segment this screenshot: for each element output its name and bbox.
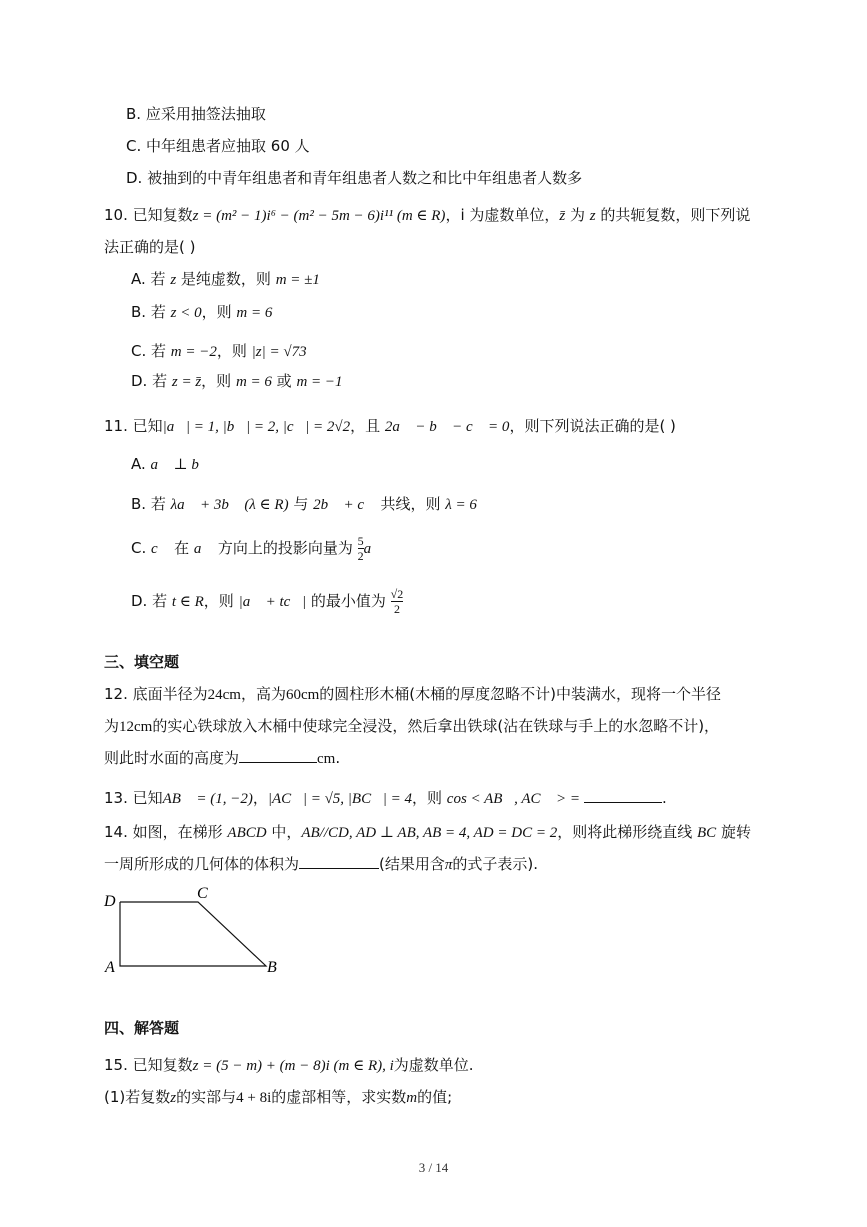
math: 4 + 8i xyxy=(236,1090,272,1106)
math: |z| = √73 xyxy=(251,344,307,360)
q12-text: 则此时水面的高度为 xyxy=(104,749,240,767)
q15-text: 的值; xyxy=(417,1088,453,1106)
q10-text: 为 xyxy=(565,206,590,224)
q10-stem xyxy=(104,205,750,226)
math: m = −1 xyxy=(296,374,343,390)
q12-text: . xyxy=(335,749,341,767)
q9-option-b: B. 应采用抽签法抽取 xyxy=(126,105,266,123)
q13-text: 13. 已知 xyxy=(104,789,163,807)
q15-text: (1)若复数 xyxy=(104,1088,171,1106)
math: 12cm xyxy=(119,719,153,735)
q12-line2 xyxy=(104,716,719,737)
option-text: 与 xyxy=(288,495,314,513)
math: a⃗ ⊥ b⃗ xyxy=(150,457,211,473)
math: z xyxy=(170,272,177,288)
q10-option-a xyxy=(131,269,320,290)
option-label: C. 若 xyxy=(131,342,171,360)
q10-text: ，i 为虚数单位， xyxy=(445,206,560,224)
q10-formula: z = (m² − 1)i⁶ − (m² − 5m − 6)i¹¹ (m ∈ R) xyxy=(192,208,446,224)
math: m = ±1 xyxy=(275,272,320,288)
q13-text: . xyxy=(661,789,667,807)
math: z < 0 xyxy=(170,305,202,321)
numerator: √2 xyxy=(390,587,404,601)
q14-line1 xyxy=(104,822,751,843)
option-text: ，则 xyxy=(216,342,252,360)
q15-part1 xyxy=(104,1087,452,1108)
math: 2a⃗ − b⃗ − c⃗ = 0 xyxy=(384,419,510,435)
option-text: ，则 xyxy=(203,592,239,610)
q11-option-b xyxy=(131,494,477,515)
q12-line3 xyxy=(104,748,340,769)
math: BC xyxy=(697,825,717,841)
denominator: 2 xyxy=(393,602,400,616)
math: m = −2 xyxy=(170,344,217,360)
q15-stem xyxy=(104,1055,474,1076)
option-label: D. 若 xyxy=(131,592,172,610)
q12-line1 xyxy=(104,684,721,705)
q11-option-c xyxy=(131,530,383,567)
q11-option-a xyxy=(131,454,211,475)
option-text: 方向上的投影向量为 xyxy=(213,539,358,557)
q11-stem xyxy=(104,416,676,437)
page-number: 3 / 14 xyxy=(418,1160,449,1175)
option-text: ，则 xyxy=(201,372,236,390)
denominator: 2 xyxy=(357,549,364,563)
q12-text: 12. 底面半径为 xyxy=(104,685,208,703)
q11-option-d xyxy=(131,583,403,620)
q10-stem-line2: 法正确的是( ) xyxy=(104,238,196,256)
math: |a⃗ + tc⃗| xyxy=(238,594,307,610)
q9-option-d: D. 被抽到的中青年组患者和青年组患者人数之和比中年组患者人数多 xyxy=(126,169,583,187)
math: a⃗ xyxy=(193,541,214,557)
q15-text: 为虚数单位. xyxy=(393,1056,474,1074)
section-heading-fill-in: 三、填空题 xyxy=(104,653,180,671)
answer-blank[interactable] xyxy=(239,748,317,763)
option-text: 共线，则 xyxy=(375,495,446,513)
option-text: 的最小值为 xyxy=(306,592,391,610)
option-text: 是纯虚数，则 xyxy=(176,270,276,288)
trapezoid-figure xyxy=(100,884,290,976)
math: AB//CD, AD ⊥ AB, AB = 4, AD = DC = 2 xyxy=(301,825,558,841)
trapezoid-outline xyxy=(120,902,266,966)
q14-text: 旋转 xyxy=(716,823,751,841)
q14-text: ，则将此梯形绕直线 xyxy=(557,823,698,841)
math: |AC⃗| = √5, |BC⃗| = 4 xyxy=(267,791,413,807)
vertex-label-c: C xyxy=(197,885,208,902)
q14-text: 一周所形成的几何体的体积为 xyxy=(104,855,300,873)
answer-blank[interactable] xyxy=(584,788,662,803)
math: z xyxy=(170,1090,177,1106)
q14-text: 的式子表示). xyxy=(452,855,539,873)
math: λ = 6 xyxy=(445,497,477,513)
section-heading-answer: 四、解答题 xyxy=(104,1019,180,1037)
vertex-label-a: A xyxy=(105,959,115,976)
math: 24cm xyxy=(207,687,241,703)
option-label: D. 若 xyxy=(131,372,172,390)
q10-number: 10. 已知复数 xyxy=(104,206,193,224)
math: ABCD xyxy=(227,825,267,841)
math: z = z̄ xyxy=(171,374,202,390)
option-label: B. 若 xyxy=(131,303,171,321)
option-text: ，则 xyxy=(201,303,237,321)
option-label: A. xyxy=(131,455,151,473)
q10-text: 的共轭复数，则下列说 xyxy=(595,206,751,224)
q15-text: 的虚部相等，求实数 xyxy=(271,1088,407,1106)
q10-zbar: z̄ xyxy=(559,208,566,224)
math: m = 6 xyxy=(236,305,273,321)
option-label: C. xyxy=(131,539,152,557)
q11-text: ，且 xyxy=(350,417,385,435)
math: m = 6 xyxy=(235,374,272,390)
math: z = (5 − m) + (m − 8)i (m ∈ R), i xyxy=(192,1058,394,1074)
option-label: B. 若 xyxy=(131,495,171,513)
math: π xyxy=(444,857,453,873)
math: t ∈ R xyxy=(171,594,204,610)
fraction xyxy=(391,587,404,616)
q11-text: ，则下列说法正确的是( ) xyxy=(509,417,676,435)
q15-text: 的实部与 xyxy=(176,1088,237,1106)
q10-option-b xyxy=(131,302,272,323)
answer-blank[interactable] xyxy=(299,854,379,869)
vertex-label-d: D xyxy=(104,893,116,910)
math: |a⃗| = 1, |b⃗| = 2, |c⃗| = 2√2 xyxy=(162,419,351,435)
math: m xyxy=(406,1090,418,1106)
math: c⃗ xyxy=(151,541,170,557)
q10-option-d xyxy=(131,371,343,392)
math: AB⃗ = (1, −2) xyxy=(162,791,253,807)
math: 60cm xyxy=(285,687,320,703)
q13-stem: 13. 已知AB⃗ = (1, −2)，|AC⃗| = √5, |BC⃗| = 4，则 cos < AB⃗, AC⃗ > = . xyxy=(104,789,667,807)
numerator: 5 xyxy=(357,534,364,548)
unit: cm xyxy=(317,751,336,767)
q10-option-c xyxy=(131,341,307,362)
option-label: A. 若 xyxy=(131,270,171,288)
option-text: 或 xyxy=(271,372,297,390)
q12-text: 为 xyxy=(104,717,120,735)
q12-text: ，高为 xyxy=(240,685,286,703)
q13-text: ，则 xyxy=(412,789,447,807)
q14-text: 中， xyxy=(266,823,302,841)
q9-option-c: C. 中年组患者应抽取 60 人 xyxy=(126,137,310,155)
q15-text: 15. 已知复数 xyxy=(104,1056,193,1074)
math: a⃗ xyxy=(363,541,383,557)
q12-text: 的实心铁球放入木桶中使球完全浸没，然后拿出铁球(沾在铁球与手上的水忽略不计)， xyxy=(152,717,720,735)
q14-text: (结果用含 xyxy=(379,855,445,873)
math: λa⃗ + 3b⃗ (λ ∈ R) xyxy=(170,497,289,513)
math: 2b⃗ + c⃗ xyxy=(313,497,376,513)
q14-line2 xyxy=(104,854,538,875)
vertex-label-b: B xyxy=(267,959,277,976)
q12-text: 的圆柱形木桶(木桶的厚度忽略不计)中装满水，现将一个半径 xyxy=(319,685,722,703)
math: cos < AB⃗, AC⃗ > = xyxy=(446,791,580,807)
q14-text: 14. 如图，在梯形 xyxy=(104,823,228,841)
q11-number: 11. 已知 xyxy=(104,417,163,435)
option-text: 在 xyxy=(169,539,194,557)
q10-z: z xyxy=(589,208,596,224)
